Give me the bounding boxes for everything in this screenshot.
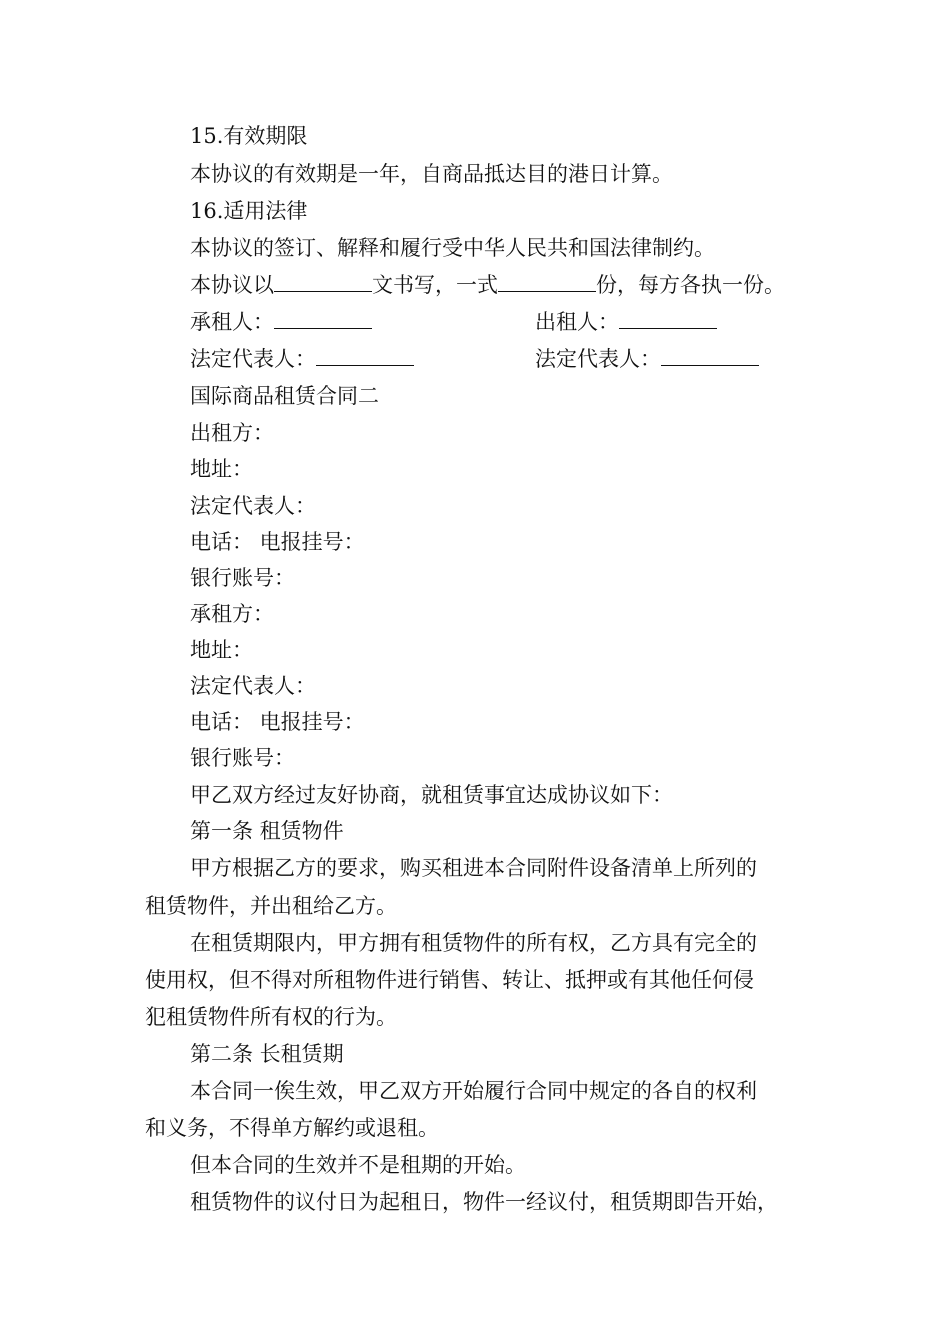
lessee-address-field: 地址： [190,638,253,662]
article-1-para-2-line-3: 犯租赁物件所有权的行为。 [145,1005,397,1029]
section-heading-validity: 15.有效期限 [190,124,308,148]
lessor-blank [619,306,717,329]
article-1-para-1-line-2: 租赁物件，并出租给乙方。 [145,894,397,918]
article-1-para-2-line-2: 使用权，但不得对所租物件进行销售、转让、抵押或有其他任何侵 [145,968,754,992]
lessor-address-field: 地址： [190,457,253,481]
article-2-para-3: 租赁物件的议付日为起租日，物件一经议付，租赁期即告开始， [190,1190,778,1214]
lessor-rep-blank [661,343,759,366]
article-2-para-1-line-2: 和义务，不得单方解约或退租。 [145,1116,439,1140]
signature-row-2-right [535,341,835,377]
lessor-phone-field: 电话： 电报挂号： [190,530,365,554]
lessee-label: 承租人： [190,310,274,334]
language-line-part-1: 本协议以 [190,273,274,297]
lessor-party-field: 出租方： [190,421,274,445]
lessee-rep-field: 法定代表人： [190,674,316,698]
lessee-rep-label: 法定代表人： [190,347,316,371]
lessor-rep-label: 法定代表人： [535,347,661,371]
article-1-para-1-line-1: 甲方根据乙方的要求，购买租进本合同附件设备清单上所列的 [190,856,757,880]
lessor-rep-field: 法定代表人： [190,494,316,518]
lessee-rep-blank [316,343,414,366]
section-heading-law: 16.适用法律 [190,199,308,223]
language-line-part-3: 份，每方各执一份。 [596,273,785,297]
language-blank [274,269,372,292]
lessee-phone-field: 电话： 电报挂号： [190,710,365,734]
lessor-bank-field: 银行账号： [190,566,295,590]
article-1-para-2-line-1: 在租赁期限内，甲方拥有租赁物件的所有权，乙方具有完全的 [190,931,757,955]
contract-2-title: 国际商品租赁合同二 [190,384,379,408]
article-2-para-1-line-1: 本合同一俟生效，甲乙双方开始履行合同中规定的各自的权利 [190,1079,757,1103]
agreement-intro: 甲乙双方经过友好协商，就租赁事宜达成协议如下： [190,783,673,807]
lessee-party-field: 承租方： [190,602,274,626]
lessee-bank-field: 银行账号： [190,746,295,770]
article-1-title: 第一条 租赁物件 [190,819,344,843]
article-2-para-2: 但本合同的生效并不是租期的开始。 [190,1153,526,1177]
copies-blank [498,269,596,292]
language-line [190,267,830,303]
law-text: 本协议的签订、解释和履行受中华人民共和国法律制约。 [190,236,715,260]
article-2-title: 第二条 长租赁期 [190,1042,344,1066]
validity-text: 本协议的有效期是一年，自商品抵达目的港日计算。 [190,162,673,186]
lessor-label: 出租人： [535,310,619,334]
signature-row-1-right [535,304,835,340]
lessee-blank [274,306,372,329]
language-line-part-2: 文书写，一式 [372,273,498,297]
